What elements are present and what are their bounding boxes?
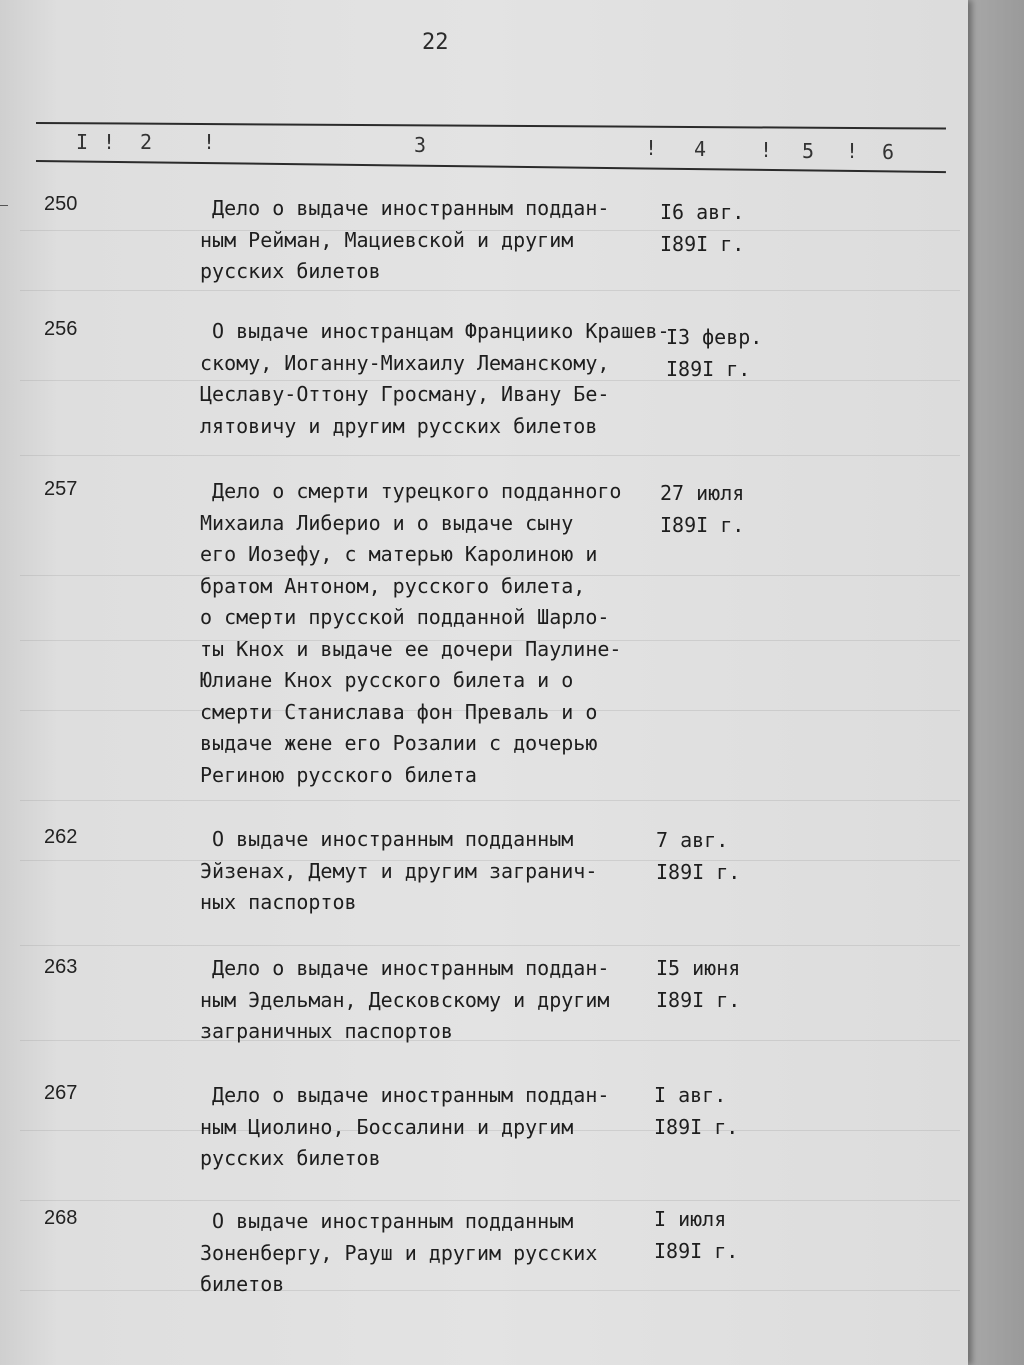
entry-title: Дело о выдаче иностранным поддан- ным Эдельман, Десковскому и другим заграничных паспортов	[200, 956, 610, 1043]
header-col-4: 4	[694, 137, 707, 161]
bleed-rule	[20, 800, 960, 801]
bleed-rule	[20, 1200, 960, 1201]
entry-date: 7 авг. I89I г.	[656, 828, 741, 884]
entry-title: О выдаче иностранным подданным Эйзенах, Демут и другим загранич- ных паспортов	[200, 827, 598, 914]
bleed-rule	[20, 945, 960, 946]
page-number: 22	[422, 30, 449, 55]
entry-title: Дело о выдаче иностранным поддан- ным Циолино, Боссалини и другим русских билетов	[200, 1083, 610, 1170]
header-top-rule	[36, 122, 946, 130]
entry-number: 262	[44, 826, 78, 848]
header-col-2: 2	[140, 130, 153, 154]
header-col-3: 3	[414, 133, 427, 157]
header-sep-2: !	[203, 130, 216, 154]
entry-number: 257	[44, 478, 78, 500]
entry-date: I июля I89I г.	[654, 1207, 739, 1263]
header-sep-5: !	[846, 139, 859, 163]
entry-title: О выдаче иностранным подданным Зоненбергу, Рауш и другим русских билетов	[200, 1209, 598, 1296]
header-col-5: 5	[802, 139, 815, 163]
entry-number: 256	[44, 318, 78, 340]
bleed-rule	[20, 455, 960, 456]
margin-mark	[0, 205, 8, 206]
entry-title: Дело о смерти турецкого подданного Михаила Либерио и о выдаче сыну его Иозефу, с матерью Каролиною и братом Антоном, русского билета, о смерти прусской подданной Шарло- ты Кнох и выдаче ее дочери Паулине- Юлиане Кнох русского билета и о смерти Станислава фон Преваль и о выдаче жене его Розалии с дочерью Региною русского билета	[200, 479, 622, 787]
entry-date: I3 февр. I89I г.	[666, 325, 763, 381]
entry-date: I5 июня I89I г.	[656, 956, 741, 1012]
header-col-6: 6	[882, 140, 895, 164]
header-sep-4: !	[760, 138, 773, 162]
header-sep-3: !	[645, 136, 658, 160]
entry-date: 27 июля I89I г.	[660, 481, 745, 537]
header-sep-1: !	[103, 130, 116, 154]
entry-date: I авг. I89I г.	[654, 1083, 739, 1139]
header-col-1: I	[76, 130, 89, 154]
entry-date: I6 авг. I89I г.	[660, 200, 745, 256]
entry-number: 267	[44, 1082, 78, 1104]
entry-number: 263	[44, 956, 78, 978]
bleed-rule	[20, 290, 960, 291]
underlying-page-edge	[968, 0, 1024, 1365]
entry-number: 250	[44, 193, 78, 215]
entry-title: Дело о выдаче иностранным поддан- ным Рейман, Мациевской и другим русских билетов	[200, 196, 610, 283]
entry-title: О выдаче иностранцам Франциико Крашев- скому, Иоганну-Михаилу Леманскому, Цеславу-Оттону Гросману, Ивану Бе- лятовичу и другим русских билетов	[200, 319, 670, 438]
entry-number: 268	[44, 1207, 78, 1229]
